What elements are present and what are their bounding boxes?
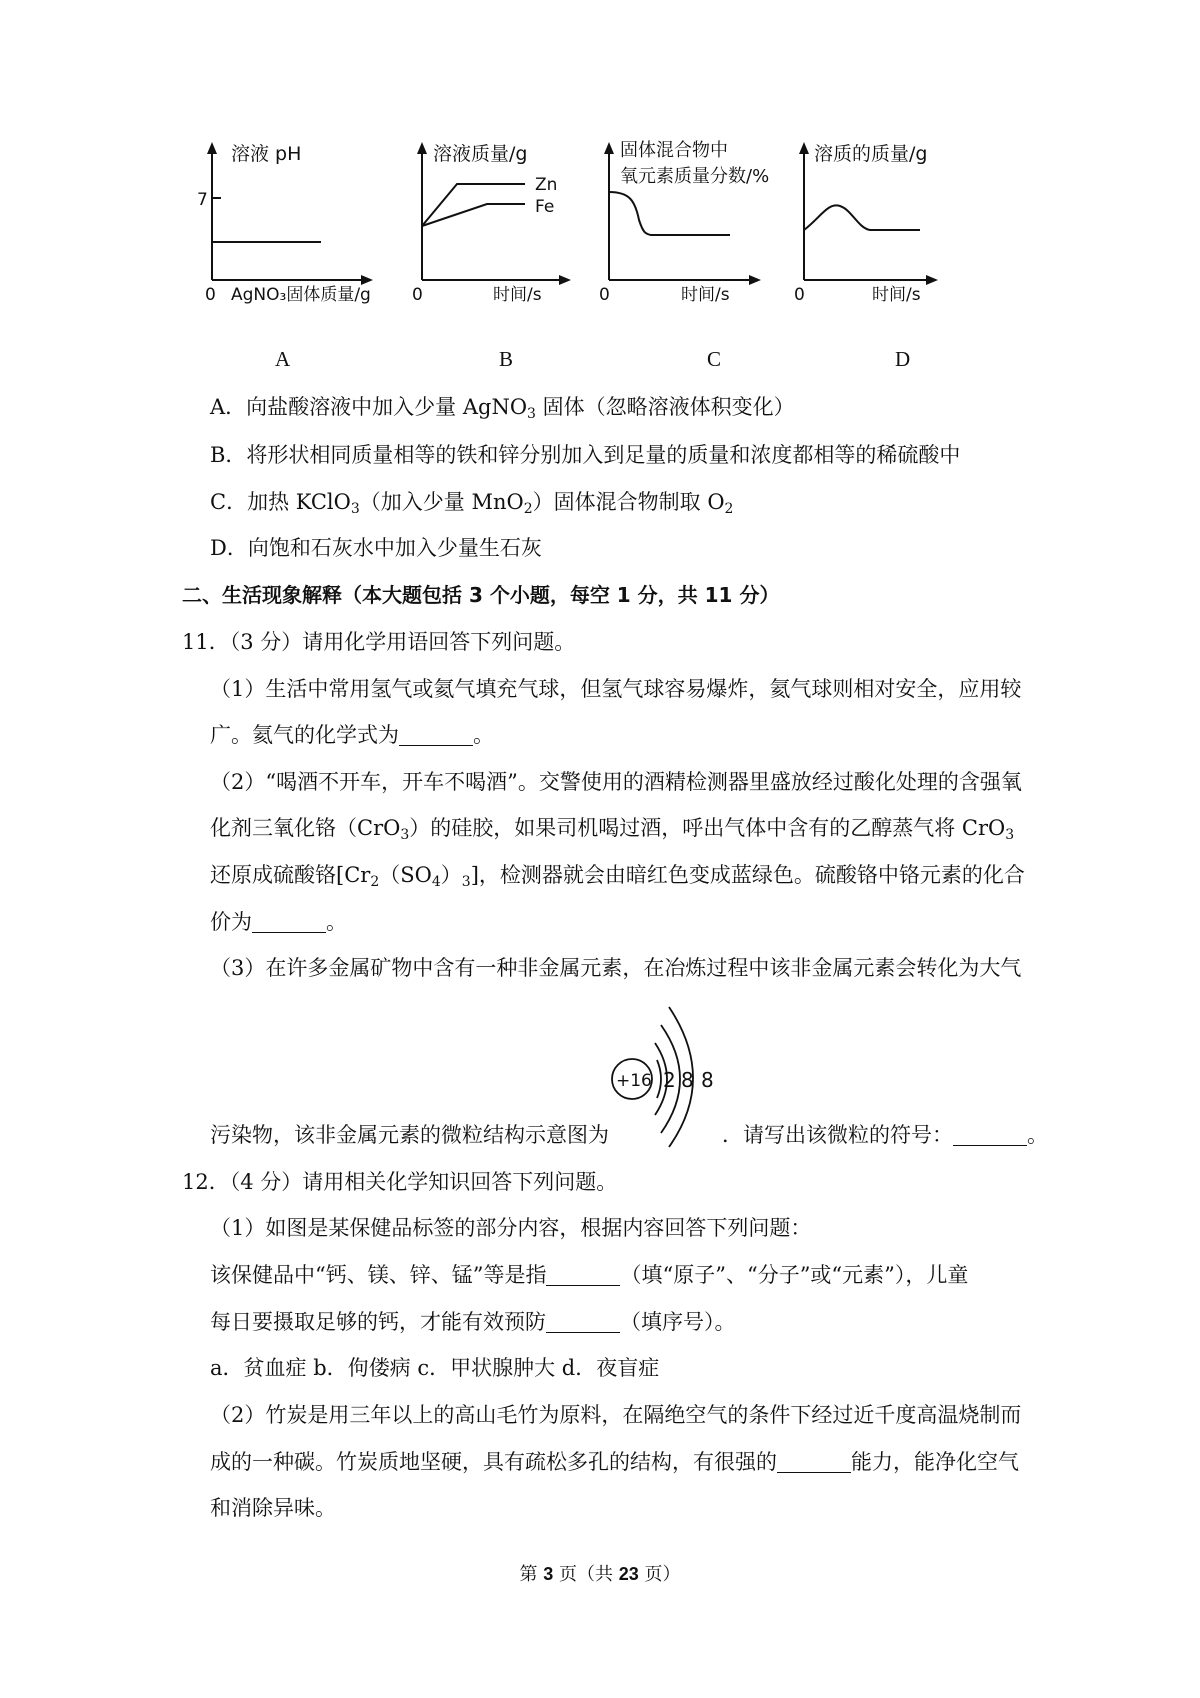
q12-part1-choices: a．贫血症 b．佝偻病 c．甲状腺肿大 d．夜盲症: [210, 1356, 660, 1380]
graph-a-ylabel: 溶液 pH: [231, 143, 302, 165]
q12-part1-line2: 该保健品中“钙、镁、锌、锰”等是指 （填“原子”、“分子”或“元素”），儿童: [210, 1263, 969, 1287]
q12-part2-line3: 和消除异味。: [210, 1496, 336, 1520]
shell-3-electrons: 8: [701, 1068, 714, 1092]
q11-part2-line3: 还原成硫酸铬$[Cr_2(SO_4)_3]$，检测器就会由暗红色变成蓝绿色。硫酸铬中铬元素的化合: [210, 863, 1025, 890]
q12-answer-blank-1[interactable]: [546, 1265, 620, 1286]
q11-part1-line2: 广。氦气的化学式为 。: [210, 723, 494, 747]
q12-part2-line2: 成的一种碳。竹炭质地坚硬，具有疏松多孔的结构，有很强的 能力，能净化空气: [210, 1450, 1019, 1474]
graph-c-xlabel: 时间/s: [681, 285, 730, 305]
graph-b-origin: 0: [412, 285, 423, 305]
graph-d-curve: [804, 205, 920, 230]
graph-a-xlabel: AgNO₃固体质量/g: [231, 285, 371, 305]
q12-part1-line3: 每日要摄取足够的钙，才能有效预防 （填序号）。: [210, 1310, 736, 1334]
page-footer: 第 3 页（共 23 页）: [519, 1564, 681, 1585]
graph-a-letter: A: [275, 347, 291, 371]
q11-answer-blank-3[interactable]: [953, 1125, 1027, 1146]
q12-answer-blank-2[interactable]: [546, 1312, 620, 1333]
q11-part3-line1: （3）在许多金属矿物中含有一种非金属元素，在冶炼过程中该非金属元素会转化为大气: [210, 956, 1022, 980]
q11-part2-line1: （2）“喝酒不开车，开车不喝酒”。交警使用的酒精检测器里盛放经过酸化处理的含强氧: [210, 770, 1022, 794]
q12-part2-line1: （2）竹炭是用三年以上的高山毛竹为原料，在隔绝空气的条件下经过近千度高温烧制而: [210, 1403, 1022, 1427]
graph-c-letter: C: [707, 347, 722, 371]
graph-b-xlabel: 时间/s: [493, 285, 542, 305]
graph-b: [405, 140, 580, 310]
q12-heading: 12．（4 分）请用相关化学知识回答下列问题。: [182, 1170, 618, 1194]
option-c: C．加热 KClO$_3$（加入少量 MnO$_2$）固体混合物制取 $O_2$: [210, 490, 734, 517]
graph-c-origin: 0: [599, 285, 610, 305]
graph-d-origin: 0: [794, 285, 805, 305]
section-2-title: 二、生活现象解释（本大题包括 3 个小题，每空 1 分，共 11 分）: [182, 583, 780, 607]
q11-heading: 11．（3 分）请用化学用语回答下列问题。: [182, 630, 576, 654]
q11-answer-blank-1[interactable]: [399, 725, 473, 746]
graph-d-ylabel: 溶质的质量/g: [814, 143, 928, 165]
q12-part1-line1: （1）如图是某保健品标签的部分内容，根据内容回答下列问题：: [210, 1216, 812, 1240]
graph-c-ylabel-1: 固体混合物中: [620, 140, 728, 161]
current-page-number: 3: [543, 1564, 554, 1584]
graph-b-zn-label: Zn: [535, 175, 558, 195]
q11-part2-line4: 价为 。: [210, 910, 347, 934]
graph-d-letter: D: [895, 347, 911, 371]
graph-a-tick-7: 7: [197, 190, 208, 210]
q11-part3-line2-end: ．请写出该微粒的符号： 。: [722, 1123, 1048, 1147]
shell-2-electrons: 8: [681, 1068, 694, 1092]
shell-1-electrons: 2: [663, 1068, 676, 1092]
graph-b-fe-label: Fe: [535, 197, 555, 217]
q12-answer-blank-3[interactable]: [777, 1452, 851, 1473]
option-a: A．向盐酸溶液中加入少量 AgNO$_3$ 固体（忽略溶液体积变化）: [210, 395, 795, 422]
q11-part3-line2: 污染物，该非金属元素的微粒结构示意图为: [210, 1123, 609, 1147]
graph-b-letter: B: [499, 347, 514, 371]
graph-d-xlabel: 时间/s: [872, 285, 921, 305]
nucleus-charge: +16: [616, 1071, 652, 1091]
graph-c-curve: [609, 192, 730, 235]
graph-c-ylabel-2: 氧元素质量分数/%: [620, 166, 770, 187]
q11-part1-line1: （1）生活中常用氢气或氦气填充气球，但氢气球容易爆炸，氦气球则相对安全，应用较: [210, 677, 1022, 701]
graph-c: [595, 140, 795, 310]
q11-answer-blank-2[interactable]: [252, 912, 326, 933]
sulfide-ion-structure-diagram: [605, 1003, 720, 1148]
graph-a-origin: 0: [205, 285, 216, 305]
total-page-count: 23: [618, 1564, 639, 1584]
graph-a: [195, 140, 395, 310]
graph-b-ylabel: 溶液质量/g: [433, 143, 528, 165]
option-d: D．向饱和石灰水中加入少量生石灰: [210, 536, 542, 560]
q11-part2-line2: 化剂三氧化铬（CrO$_3$）的硅胶，如果司机喝过酒，呼出气体中含有的乙醇蒸气将 CrO$_3$: [210, 816, 1015, 843]
graph-d: [790, 140, 950, 310]
option-b: B．将形状相同质量相等的铁和锌分别加入到足量的质量和浓度都相等的稀硫酸中: [210, 443, 961, 467]
